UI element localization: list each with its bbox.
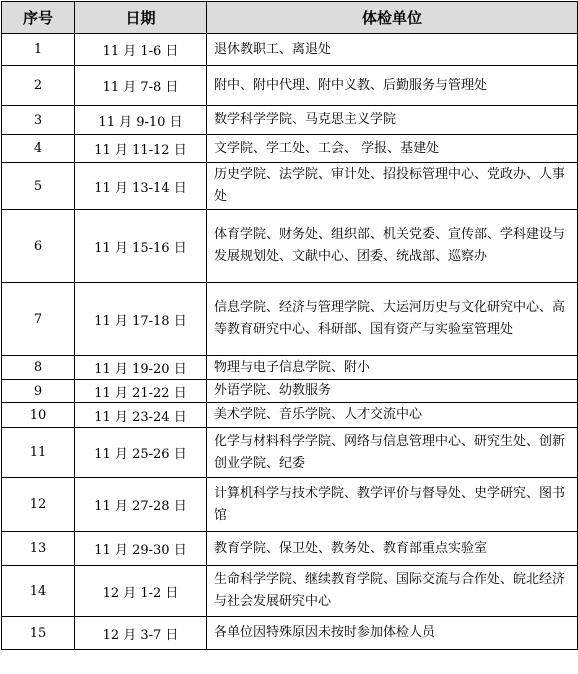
table-row [2, 478, 578, 532]
table-row [2, 356, 578, 380]
row-unit: 美术学院、音乐学院、人才交流中心 [207, 403, 578, 428]
row-no: 2 [2, 66, 75, 106]
row-unit: 物理与电子信息学院、附小 [207, 356, 578, 380]
row-date: 11 月 7-8 日 [75, 66, 207, 106]
row-unit: 退休教职工、离退处 [207, 34, 578, 66]
header-unit: 体检单位 [207, 2, 578, 34]
row-date: 11 月 1-6 日 [75, 34, 207, 66]
row-no: 5 [2, 163, 75, 210]
row-date: 11 月 17-18 日 [75, 283, 207, 356]
row-no: 4 [2, 135, 75, 163]
row-date: 11 月 25-26 日 [75, 428, 207, 478]
header-no: 序号 [2, 2, 75, 34]
row-unit: 信息学院、经济与管理学院、大运河历史与文化研究中心、高等教育研究中心、科研部、国有资产与实验室管理处 [207, 283, 578, 356]
schedule-table [1, 1, 578, 650]
table-row [2, 428, 578, 478]
row-unit: 附中、附中代理、附中义教、后勤服务与管理处 [207, 66, 578, 106]
row-unit: 教育学院、保卫处、教务处、教育部重点实验室 [207, 532, 578, 566]
header-row [2, 2, 578, 34]
row-date: 11 月 23-24 日 [75, 403, 207, 428]
table-row [2, 283, 578, 356]
row-date: 11 月 21-22 日 [75, 380, 207, 403]
table-row [2, 532, 578, 566]
row-date: 11 月 29-30 日 [75, 532, 207, 566]
row-date: 11 月 19-20 日 [75, 356, 207, 380]
row-date: 12 月 1-2 日 [75, 566, 207, 617]
table-row [2, 106, 578, 135]
row-no: 6 [2, 210, 75, 283]
table-row [2, 617, 578, 650]
row-unit: 文学院、学工处、工会、 学报、基建处 [207, 135, 578, 163]
row-no: 9 [2, 380, 75, 403]
row-date: 11 月 11-12 日 [75, 135, 207, 163]
row-no: 3 [2, 106, 75, 135]
table-row [2, 210, 578, 283]
row-date: 11 月 27-28 日 [75, 478, 207, 532]
table-row [2, 380, 578, 403]
row-no: 7 [2, 283, 75, 356]
row-no: 14 [2, 566, 75, 617]
row-unit: 历史学院、法学院、审计处、招投标管理中心、党政办、人事处 [207, 163, 578, 210]
table-row [2, 403, 578, 428]
table-row [2, 566, 578, 617]
row-unit: 化学与材料科学学院、网络与信息管理中心、研究生处、创新创业学院、纪委 [207, 428, 578, 478]
row-date: 11 月 15-16 日 [75, 210, 207, 283]
row-no: 13 [2, 532, 75, 566]
row-no: 1 [2, 34, 75, 66]
row-no: 8 [2, 356, 75, 380]
row-unit: 体育学院、财务处、组织部、机关党委、宣传部、学科建设与发展规划处、文献中心、团委、统战部、巡察办 [207, 210, 578, 283]
row-no: 10 [2, 403, 75, 428]
row-no: 15 [2, 617, 75, 650]
row-unit: 数学科学学院、马克思主义学院 [207, 106, 578, 135]
table-row [2, 66, 578, 106]
header-date: 日期 [75, 2, 207, 34]
table-row [2, 34, 578, 66]
row-date: 11 月 13-14 日 [75, 163, 207, 210]
row-date: 12 月 3-7 日 [75, 617, 207, 650]
row-no: 11 [2, 428, 75, 478]
row-date: 11 月 9-10 日 [75, 106, 207, 135]
table-row [2, 163, 578, 210]
row-unit: 生命科学学院、继续教育学院、国际交流与合作处、皖北经济与社会发展研究中心 [207, 566, 578, 617]
table-row [2, 135, 578, 163]
row-unit: 计算机科学与技术学院、教学评价与督导处、史学研究、图书馆 [207, 478, 578, 532]
row-unit: 各单位因特殊原因未按时参加体检人员 [207, 617, 578, 650]
row-unit: 外语学院、幼教服务 [207, 380, 578, 403]
row-no: 12 [2, 478, 75, 532]
